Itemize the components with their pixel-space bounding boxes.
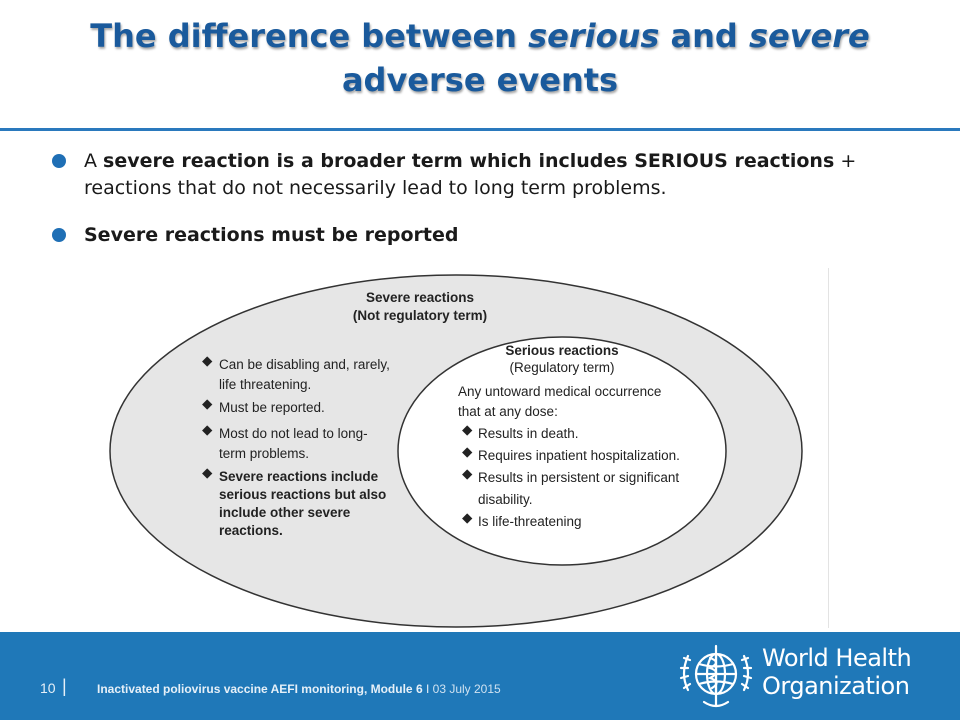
title-divider (0, 128, 960, 131)
severe-item-1a: Can be disabling and, rarely, (219, 357, 390, 372)
bullet-must-report (50, 222, 930, 249)
who-emblem-icon (676, 638, 756, 714)
who-wordmark-line-1: World Health (762, 644, 912, 672)
footer-date-separator: I (422, 682, 433, 696)
title-emphasis-severe: severe (748, 17, 870, 55)
venn-diagram (86, 268, 829, 628)
diamond-bullet-icon: ◆ (202, 465, 213, 480)
severe-subtitle: (Not regulatory term) (352, 308, 488, 323)
footer-bar (0, 632, 960, 720)
bullet-dot-icon (52, 228, 66, 242)
severe-item-4c: include other severe (219, 505, 351, 520)
title-line-2: adverse events (341, 61, 619, 99)
bullet-1-tail: + reactions that do not necessarily lead to long term problems. (84, 150, 857, 199)
bullet-2-text: Severe reactions must be reported (84, 224, 459, 246)
bullet-list (50, 148, 930, 249)
page-separator: | (62, 676, 67, 696)
serious-item-4: Is life-threatening (478, 514, 582, 529)
diamond-bullet-icon: ◆ (462, 444, 473, 459)
severe-item-3a: Most do not lead to long- (219, 426, 368, 441)
serious-intro-2: that at any dose: (458, 404, 558, 419)
severe-item-1b: life threatening. (219, 377, 312, 392)
diamond-bullet-icon: ◆ (462, 422, 473, 437)
serious-intro-1: Any untoward medical occurrence (458, 384, 662, 399)
serious-item-3a: Results in persistent or significant (478, 470, 680, 485)
severe-item-3b: term problems. (219, 446, 310, 461)
serious-subtitle: (Regulatory term) (509, 360, 615, 375)
title-text-and: and (659, 17, 749, 55)
footer-date: 03 July 2015 (432, 682, 501, 696)
bullet-1-lead: A (84, 150, 104, 172)
footer-module-text (97, 680, 527, 698)
severe-title: Severe reactions (365, 290, 475, 305)
page-number: 10 (40, 680, 56, 696)
diamond-bullet-icon: ◆ (462, 466, 473, 481)
severe-item-4d: reactions. (219, 523, 283, 538)
who-wordmark-line-2: Organization (762, 672, 910, 700)
severe-item-2: Must be reported. (219, 400, 325, 415)
bullet-dot-icon (52, 154, 66, 168)
diamond-bullet-icon: ◆ (202, 353, 213, 368)
diamond-bullet-icon: ◆ (202, 396, 213, 411)
footer-module-title: Inactivated poliovirus vaccine AEFI monitoring, Module 6 (97, 682, 423, 696)
slide-title (0, 14, 960, 102)
bullet-severe-definition (50, 148, 930, 202)
who-wordmark (762, 644, 911, 700)
severe-item-4a: Severe reactions include (219, 469, 379, 484)
title-line-1 (0, 14, 960, 58)
title-emphasis-serious: serious (528, 17, 660, 55)
bullet-1-bold: severe reaction is a broader term which includes SERIOUS reactions (103, 150, 835, 172)
serious-item-1: Results in death. (478, 426, 579, 441)
venn-svg (86, 268, 828, 628)
title-text-start: The difference between (90, 17, 529, 55)
severe-item-4b: serious reactions but also (219, 487, 387, 502)
diamond-bullet-icon: ◆ (462, 510, 473, 525)
diamond-bullet-icon: ◆ (202, 422, 213, 437)
serious-item-3b: disability. (478, 492, 533, 507)
serious-title: Serious reactions (505, 343, 619, 358)
serious-item-2: Requires inpatient hospitalization. (478, 448, 680, 463)
